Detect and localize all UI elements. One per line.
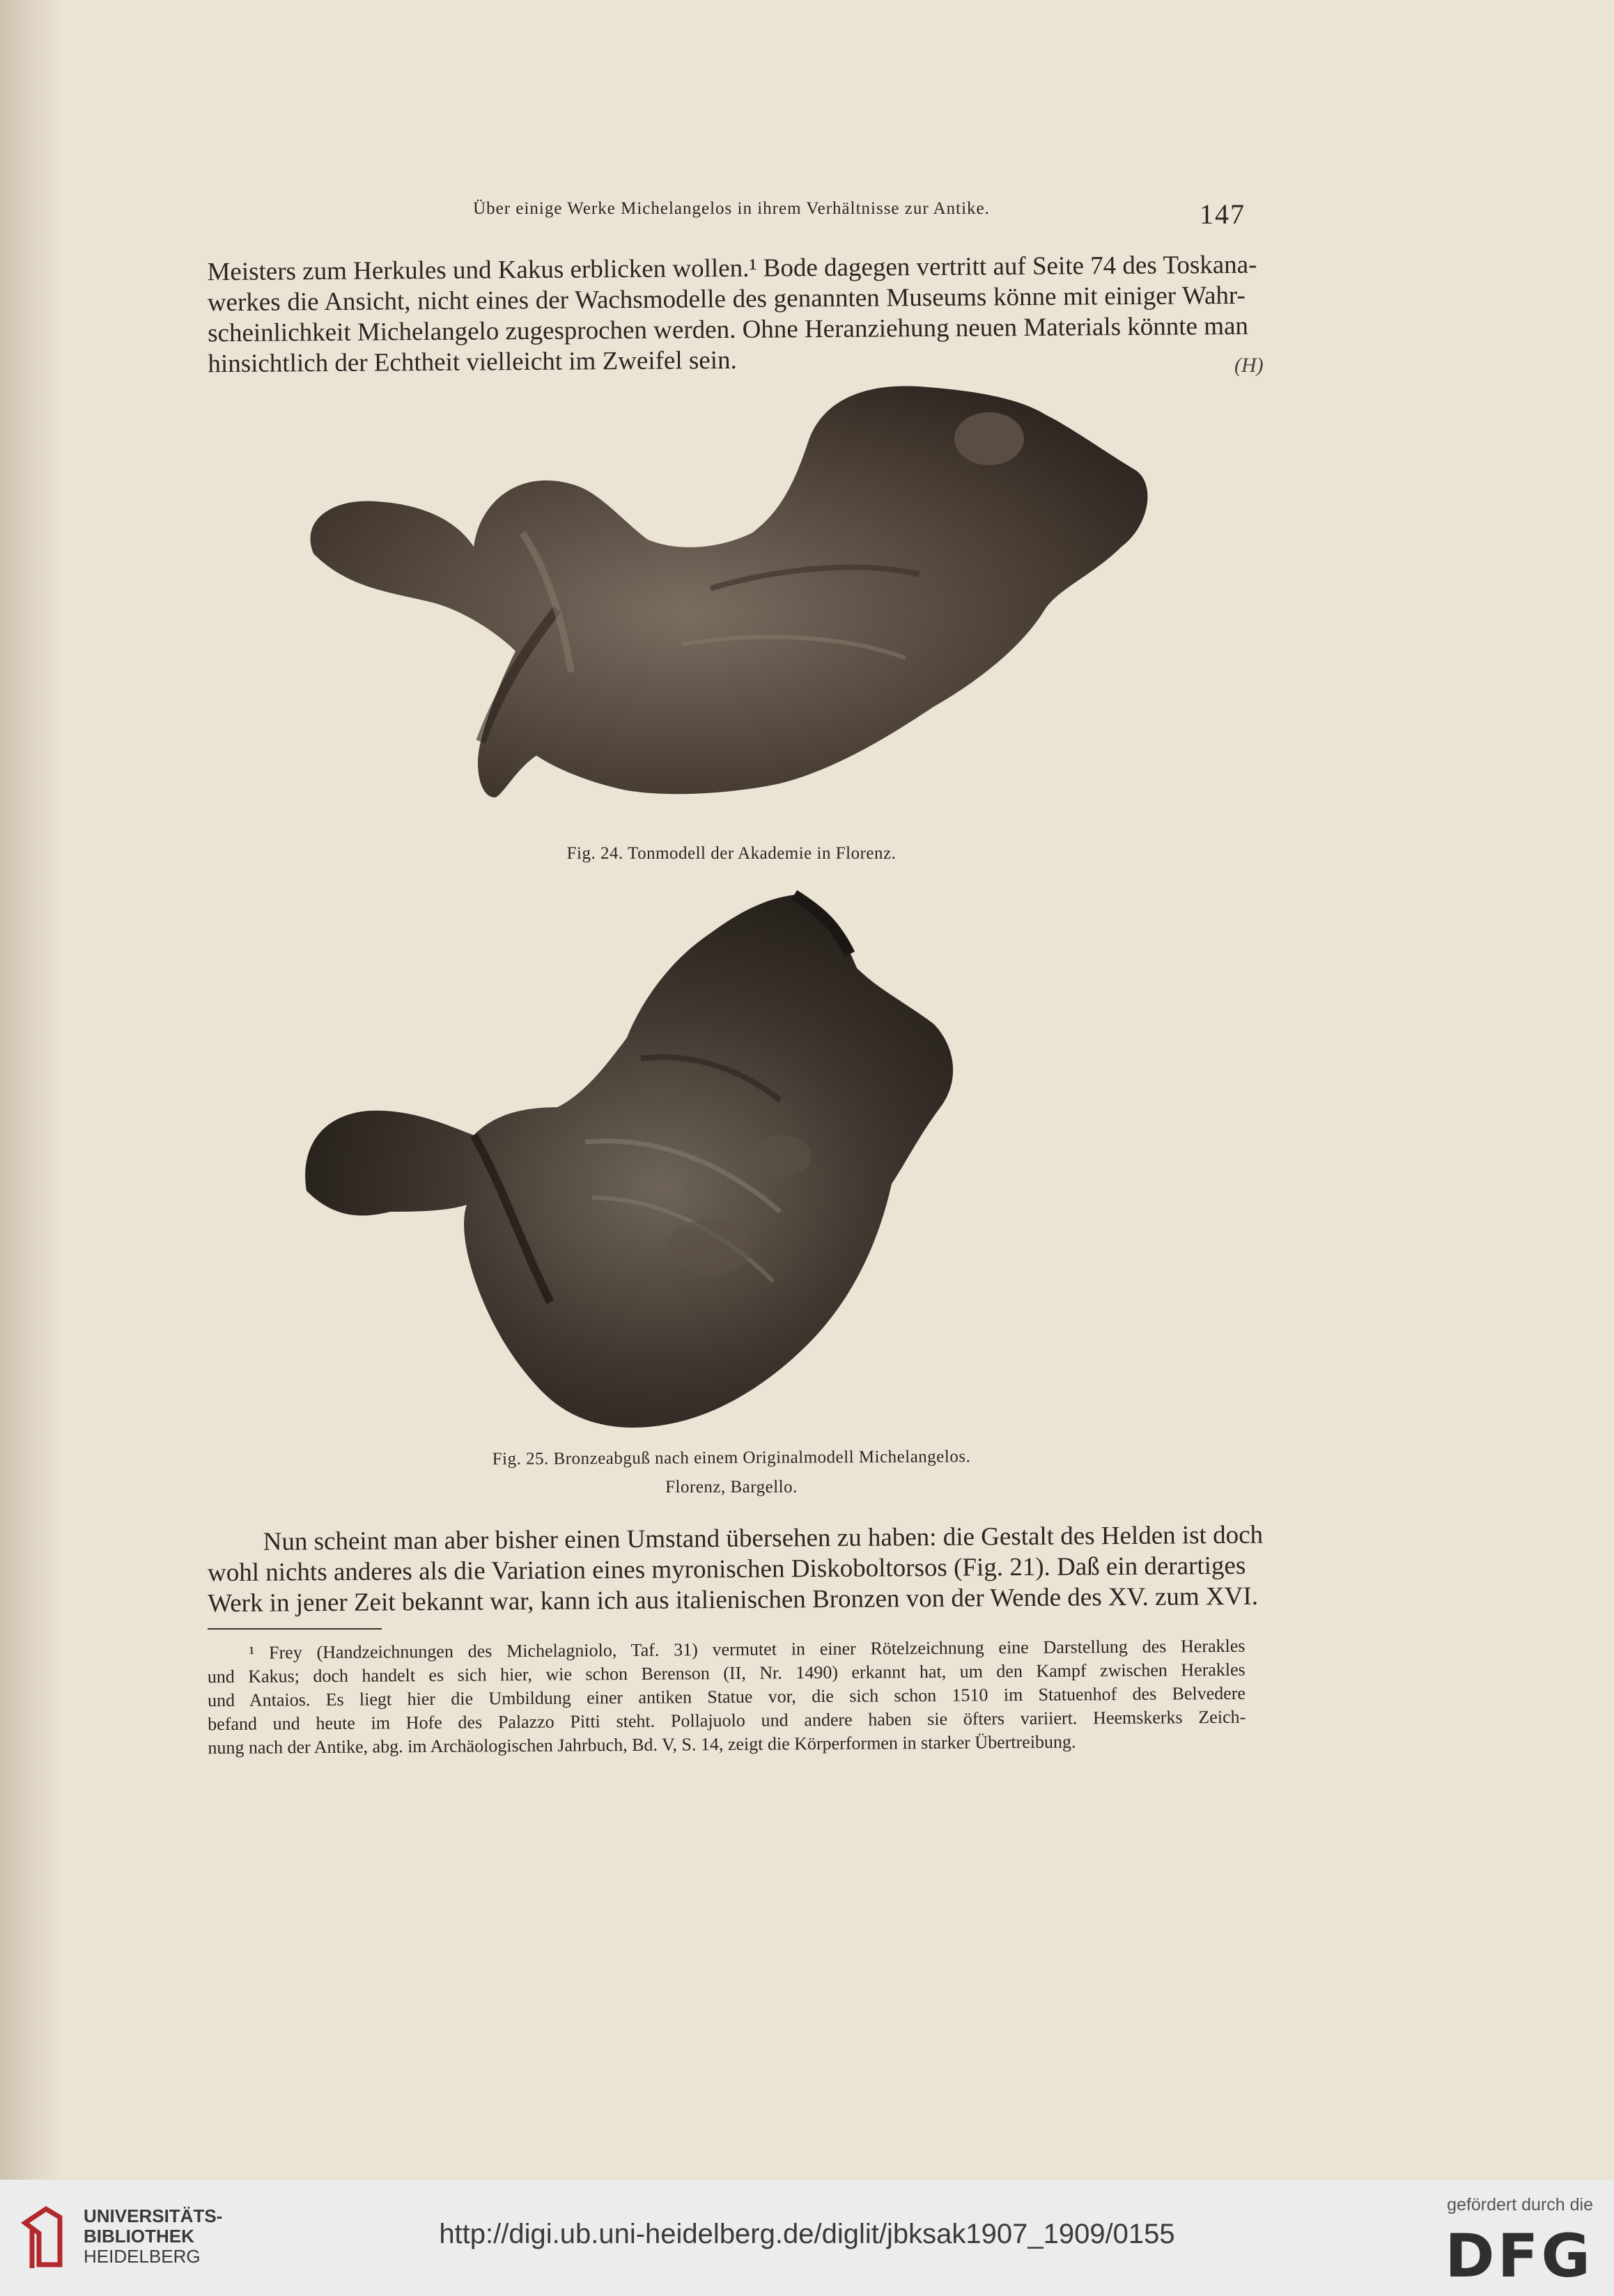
dfg-logo: DFG <box>1445 2221 1593 2291</box>
footnote-line: und Kakus; doch handelt es sich hier, wie schon Berenson (II, Nr. 1490) erkannt hat, um den Kampf zwischen Herakles <box>207 1659 1246 1687</box>
paragraph-top <box>207 250 1257 380</box>
figure-25-caption: Fig. 25. Bronzeabguß nach einem Originalmodell Michelangelos. <box>492 1447 971 1469</box>
clay-torso-illustration <box>293 380 1163 825</box>
figure-25-bronze-torso-image <box>293 884 1163 1442</box>
footnote-line: und Antaios. Es liegt hier die Umbildung einer antiken Statue vor, die sich schon 1510 im Statuenhof des Belvedere <box>207 1682 1246 1711</box>
text-line: Meisters zum Herkules und Kakus erblicken wollen.¹ Bode dagegen vertritt auf Seite 74 des Toskana- <box>207 250 1257 287</box>
funding-label: gefördert durch die <box>1447 2195 1593 2215</box>
footnote-line: ¹ Frey (Handzeichnungen des Michelagniolo, Taf. 31) vermutet in einer Rötelzeichnung eine Darstellung des Herakles <box>249 1635 1246 1663</box>
text-line: hinsichtlich der Echtheit vielleicht im Zweifel sein. <box>208 345 737 379</box>
footnote-line: befand und heute im Hofe des Palazzo Pitti steht. Pollajuolo und andere haben sie öfters variiert. Heemskerks Zeich- <box>208 1706 1246 1735</box>
library-name-line: UNIVERSITÄTS- <box>84 2205 223 2226</box>
paragraph-bottom <box>207 1520 1264 1619</box>
figure-24-clay-torso-image <box>293 380 1163 825</box>
running-title: Über einige Werke Michelangelos in ihrem Verhältnisse zur Antike. <box>473 199 990 218</box>
footer-bar <box>0 2180 1614 2296</box>
footnote-line: nung nach der Antike, abg. im Archäologischen Jahrbuch, Bd. V, S. 14, zeigt die Körperformen in starker Übertreibung. <box>208 1731 1076 1758</box>
permalink-url[interactable]: http://digi.ub.uni-heidelberg.de/diglit/jbksak1907_1909/0155 <box>439 2219 1175 2249</box>
bronze-torso-illustration <box>293 884 1163 1442</box>
handwritten-margin-note: (H) <box>1234 354 1264 377</box>
text-line: werkes die Ansicht, nicht eines der Wachsmodelle des genannten Museums könne mit einiger Wahr- <box>207 281 1246 318</box>
library-name-line: HEIDELBERG <box>84 2246 201 2267</box>
page-edge-shadow <box>0 0 63 2180</box>
text-line: Nun scheint man aber bisher einen Umstand übersehen zu haben: die Gestalt des Helden ist doch <box>263 1520 1264 1556</box>
text-line: Werk in jener Zeit bekannt war, kann ich aus italienischen Bronzen von der Wende des XV. zum XVI. <box>208 1582 1259 1618</box>
text-line: wohl nichts anderes als die Variation eines myronischen Diskoboltorsos (Fig. 21). Daß ein derartiges <box>207 1551 1246 1588</box>
library-name-line: BIBLIOTHEK <box>84 2226 194 2247</box>
text-line: scheinlichkeit Michelangelo zugesprochen werden. Ohne Heranziehung neuen Materials könnte man <box>208 311 1249 348</box>
figure-24-caption: Fig. 24. Tonmodell der Akademie in Florenz. <box>566 844 897 863</box>
footnote <box>207 1634 1246 1760</box>
footnote-divider <box>208 1628 382 1630</box>
figure-25-subcaption: Florenz, Bargello. <box>665 1478 798 1497</box>
page-number: 147 <box>1200 198 1246 230</box>
